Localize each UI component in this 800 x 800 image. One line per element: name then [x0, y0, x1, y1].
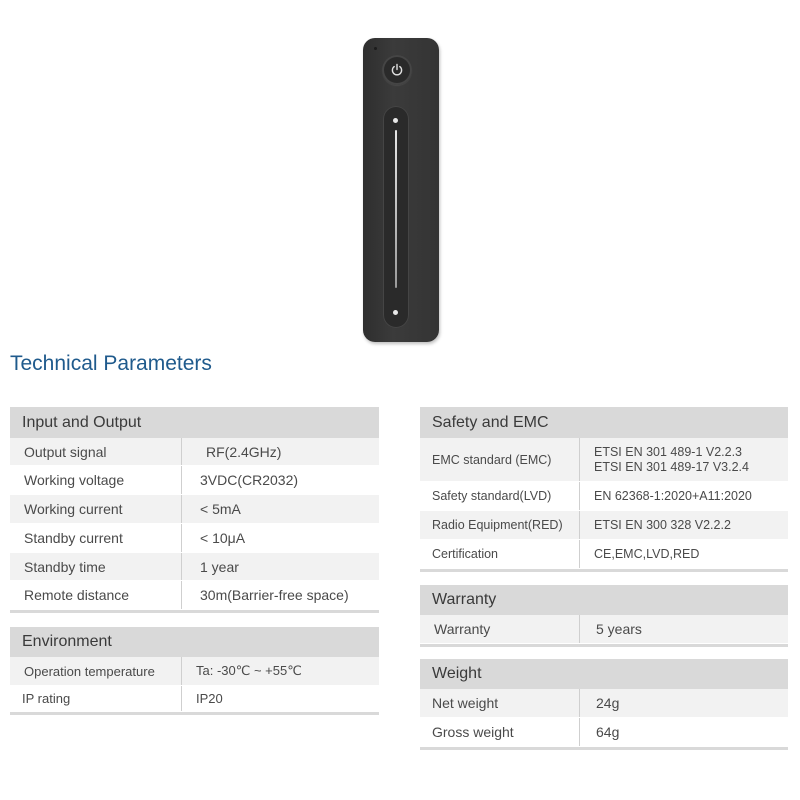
row-value: 30m(Barrier-free space)	[181, 581, 379, 609]
section-title: Input and Output	[10, 407, 379, 438]
row-value: RF(2.4GHz)	[181, 438, 379, 465]
safety-emc-table	[420, 407, 788, 572]
row-value: 24g	[579, 689, 788, 717]
table-row	[10, 495, 379, 524]
page-title: Technical Parameters	[10, 352, 212, 375]
table-row	[10, 524, 379, 553]
table-row	[10, 686, 379, 712]
row-value: < 10μA	[181, 524, 379, 552]
row-value	[579, 438, 788, 481]
row-value: EN 62368-1:2020+A11:2020	[579, 482, 788, 510]
section-title: Warranty	[420, 585, 788, 615]
row-value: 5 years	[579, 615, 788, 643]
table-row	[420, 615, 788, 644]
table-row	[10, 438, 379, 466]
table-footer-rule	[420, 644, 788, 647]
environment-table	[10, 627, 379, 715]
warranty-table	[420, 585, 788, 647]
dimmer-slider	[383, 106, 409, 328]
row-label: Gross weight	[432, 724, 514, 740]
slider-top-dot	[393, 118, 398, 123]
row-label: IP rating	[22, 691, 71, 706]
row-label: Output signal	[24, 443, 107, 460]
table-row	[420, 438, 788, 482]
table-footer-rule	[10, 712, 379, 715]
table-footer-rule	[10, 610, 379, 613]
row-label: Safety standard(LVD)	[432, 489, 552, 503]
section-title: Safety and EMC	[420, 407, 788, 438]
slider-bottom-dot	[393, 310, 398, 315]
row-value: CE,EMC,LVD,RED	[579, 540, 788, 568]
table-row	[10, 466, 379, 495]
emc-value-line: ETSI EN 301 489-17 V3.2.4	[594, 459, 749, 474]
row-value: 64g	[579, 718, 788, 746]
row-label: Net weight	[432, 695, 499, 711]
row-value: Ta: -30℃ ~ +55℃	[181, 657, 379, 685]
row-value: ETSI EN 300 328 V2.2.2	[579, 511, 788, 539]
row-label: Certification	[432, 547, 498, 561]
table-row	[420, 482, 788, 511]
table-row	[10, 553, 379, 581]
row-label: Radio Equipment(RED)	[432, 518, 563, 532]
row-label: Working current	[24, 501, 123, 517]
row-label: Standby time	[24, 558, 106, 575]
input-output-table	[10, 407, 379, 613]
slider-line	[395, 130, 397, 288]
row-value: 1 year	[181, 553, 379, 580]
section-title: Weight	[420, 659, 788, 689]
row-label: EMC standard (EMC)	[432, 452, 552, 467]
row-label: Warranty	[434, 621, 491, 637]
table-row	[420, 718, 788, 747]
power-icon	[382, 55, 412, 85]
row-value: IP20	[181, 686, 379, 711]
section-title: Environment	[10, 627, 379, 657]
table-row	[420, 689, 788, 718]
table-row	[10, 581, 379, 610]
table-row	[420, 511, 788, 540]
table-row	[10, 657, 379, 686]
table-footer-rule	[420, 569, 788, 572]
row-label: Standby current	[24, 530, 123, 546]
table-row	[420, 540, 788, 569]
row-label: Working voltage	[24, 472, 125, 488]
table-footer-rule	[420, 747, 788, 750]
row-value: 3VDC(CR2032)	[181, 466, 379, 494]
row-label: Operation temperature	[24, 663, 155, 679]
row-value: < 5mA	[181, 495, 379, 523]
remote-control-image	[363, 38, 439, 342]
row-label: Remote distance	[24, 587, 130, 603]
emc-value-line: ETSI EN 301 489-1 V2.2.3	[594, 444, 743, 459]
weight-table	[420, 659, 788, 750]
indicator-led	[374, 47, 377, 50]
